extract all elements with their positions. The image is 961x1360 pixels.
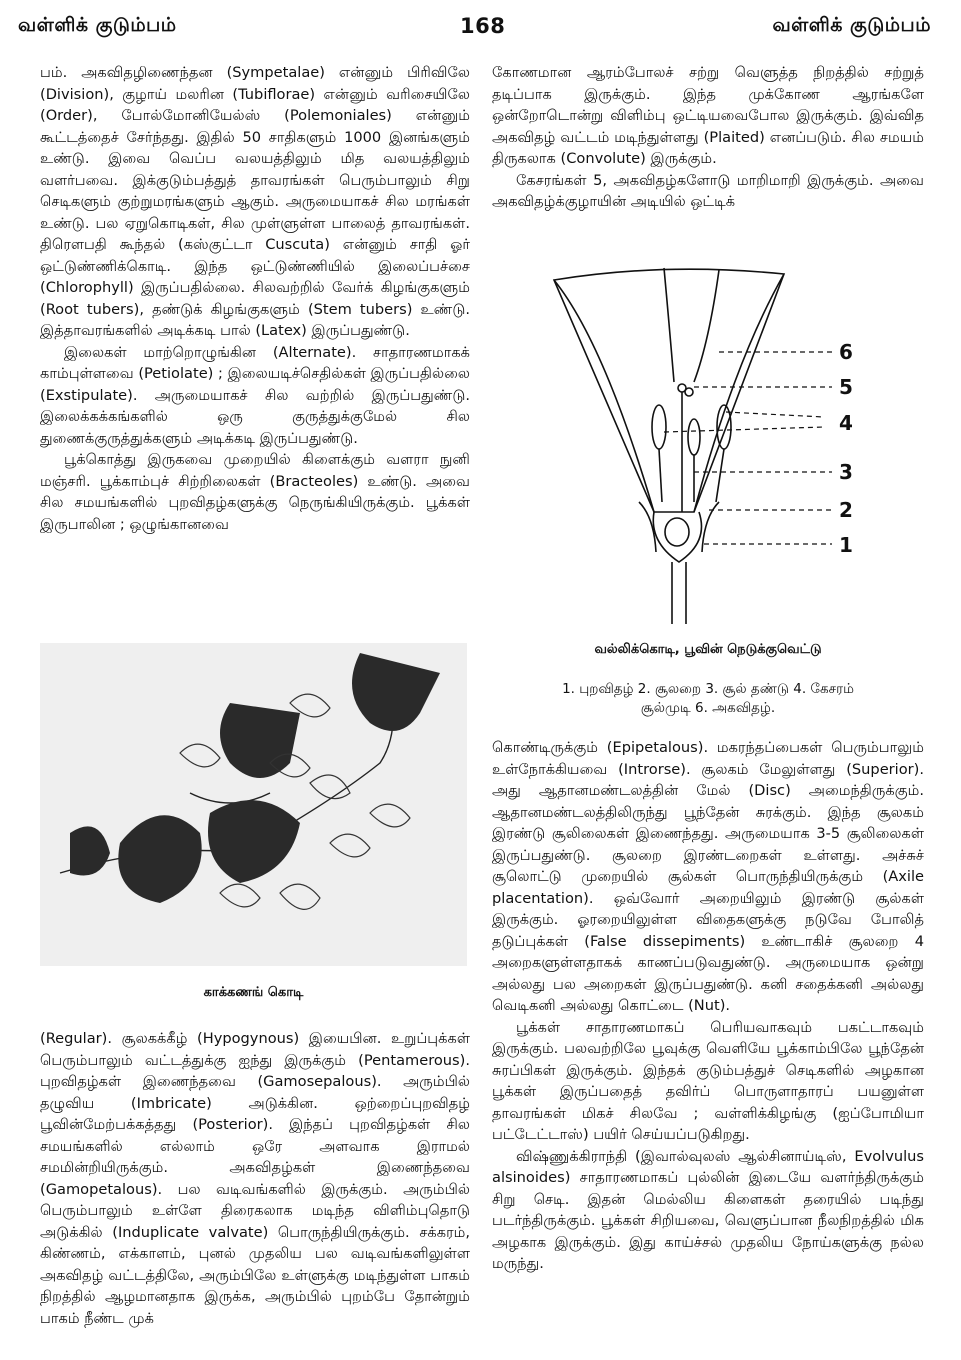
running-head-left: வள்ளிக் குடும்பம் — [18, 14, 177, 36]
label-6: 6 — [839, 340, 853, 364]
paragraph: பூக்கள் சாதாரணமாகப் பெரியவாகவும் பகட்டாகவும் இருக்கும். பலவற்றிலே பூவுக்கு வெளியே பூக்காம்பிலே பூந்தேன் சுரப்பிகள் இருக்கும். இந்தக் குடும்பத்துச் செடிகளில் அழகான பூக்கள் இருப்பதைத் தவிர்ப் பொருளாதாரப் பயனுள்ள தாவரங்கள் மிகச் சிலவே ; வள்ளிக்கிழங்கு (ஐப்போமியா பட்டேட்டாஸ்) பயிர் செய்யப்படுகிறது. — [492, 1018, 924, 1143]
paragraph: விஷ்ணுக்கிராந்தி (இவால்வுலஸ் ஆல்சினாய்டிஸ், Evolvulus alsinoides) சாதாரணமாகப் புல்லின் இடையே வளர்ந்திருக்கும் சிறு செடி. இதன் மெல்லிய கிளைகள் தரையில் படிந்து படர்ந்திருக்கும். பூக்கள் சிறியவை, வெளுப்பான நீலநிறத்தில் மிக அழகாக இருக்கும். இது காய்ச்சல் முதலிய நோய்களுக்கு நல்ல மருந்து. — [492, 1147, 924, 1272]
column-right-bottom — [492, 737, 924, 1275]
page-number: 168 — [460, 14, 506, 38]
figure-caption: வல்லிக்கொடி, பூவின் நெடுக்குவெட்டு — [594, 642, 822, 657]
paragraph: பூக்கொத்து இருகவை முறையில் கிளைக்கும் வளரா நுனி மஞ்சரி. பூக்காம்புச் சிற்றிலைகள் (Bracteoles) உண்டு. அவை சில சமயங்களில் புறவிதழ்களுக்கு நெருங்கியிருக்கும். பூக்கள் இருபாலின ; ஒழுங்கானவை — [40, 451, 470, 533]
paragraph: கொண்டிருக்கும் (Epipetalous). மகரந்தப்பைகள் பெரும்பாலும் உள்நோக்கியவை (Introrse). சூலகம் மேலுள்ளது (Superior). அது ஆதானமண்டலத்தின் மேல் (Disc) அமைந்திருக்கும். ஆதானமண்டலத்திலிருந்து பூந்தேன் சுரக்கும். இந்த சூலகம் இரண்டு சூலிலைகள் இணைந்தது. அருமையாக 3-5 சூலிலைகள் இருப்பதுண்டு. சூலறை இரண்டறைகள் உள்ளது. அச்சுச் சூலொட்டு முறையில் சூல்கள் பொருந்தியிருக்கும் (Axile placentation). ஒவ்வோர் அறையிலும் இரண்டு சூல்கள் இருக்கும். ஓரறையிலுள்ள விதைகளுக்கு நடுவே போலித் தடுப்புக்கள் (False dissepiments) உண்டாகிச் சூலறை 4 அறைகளுள்ளதாகக் காணப்படுவதுண்டு. அருமையாக ஒன்று அல்லது பல அறைகள் இருப்பதுண்டு. கனி சதைக்கனி அல்லது வெடிகனி அல்லது கொட்டை (Nut). — [492, 739, 924, 1014]
running-head-right: வள்ளிக் குடும்பம் — [772, 14, 931, 36]
paragraph: கேசரங்கள் 5, அகவிதழ்களோடு மாறிமாறி இருக்கும். அவை அகவிதழ்க்குழாயின் அடியில் ஒட்டிக் — [492, 171, 924, 210]
column-left-bottom — [40, 1028, 470, 1329]
label-5: 5 — [839, 375, 853, 399]
label-3: 3 — [839, 460, 853, 484]
label-2: 2 — [839, 498, 853, 522]
legend-line: சூல்முடி 6. அகவிதழ். — [640, 700, 776, 716]
paragraph: (Regular). சூலகக்கீழ் (Hypogynous) இயைபின. உறுப்புக்கள் பெரும்பாலும் வட்டத்துக்கு ஐந்து இருக்கும் (Pentamerous). புறவிதழ்கள் இணைந்தவை (Gamosepalous). அரும்பில் தழுவிய (Imbricate) அடுக்கின. ஒற்றைப்புறவிதழ் பூவின்மேற்பக்கத்தது (Posterior). இந்தப் புறவிதழ்கள் சில சமயங்களில் எல்லாம் ஒரே அளவாக இராமல் சமமின்றியிருக்கும். அகவிதழ்கள் இணைந்தவை (Gamopetalous). பல வடிவங்களில் இருக்கும். அரும்பில் பெரும்பாலும் உள்ளே திரைகலாக மடிந்த விளிம்புதொடு அடுக்கில் (Induplicate valvate) பொருந்தியிருக்கும். சக்கரம், கிண்ணம், எக்காளம், புனல் முதலிய பல வடிவங்களிலுள்ள அகவிதழ் வட்டத்திலே, அரும்பிலே உள்ளுக்கு மடிந்துள்ள பாகம் நிறத்தில் ஆழமானதாக இருக்க, அரும்பில் புறம்பே தோன்றும் பாகம் நீண்ட முக் — [40, 1030, 470, 1327]
column-right-top — [492, 62, 924, 213]
figure-legend — [492, 680, 924, 718]
column-left-top — [40, 62, 470, 535]
label-1: 1 — [839, 533, 853, 557]
flower-photo — [40, 643, 467, 966]
label-4: 4 — [839, 411, 853, 435]
legend-line: 1. புறவிதழ் 2. சூலறை 3. சூல் தண்டு 4. கேசரம் — [562, 681, 854, 697]
paragraph: கோணமான ஆரம்போலச் சற்று வெளுத்த நிறத்தில் சற்றுத் தடிப்பாக இருக்கும். இந்த முக்கோண ஆரங்களே ஒன்றோடொன்று விளிம்பு ஒட்டியவைபோல இருக்கும். இவ்வித அகவிதழ் வட்டம் மடிந்துள்ளது (Plaited) எனப்படும். சில சமயம் திருகலாக (Convolute) இருக்கும். — [492, 64, 924, 167]
flower-section-diagram — [544, 262, 874, 630]
paragraph: பம். அகவிதழிணைந்தன (Sympetalae) என்னும் பிரிவிலே (Division), குழாய் மலரின (Tubiflorae) என்னும் வரிசையிலே (Order), போல்மோனியேல்ஸ் (Polemoniales) என்னும் கூட்டத்தைச் சேர்ந்தது. இதில் 50 சாதிகளும் 1000 இனங்களும் உண்டு. இவை வெப்ப வலயத்திலும் மித வலயத்திலும் வளர்பவை. இக்குடும்பத்துத் தாவரங்கள் பெரும்பாலும் சிறு செடிகளும் குற்றுமரங்களும் ஆகும். அருமையாகச் சில மரங்கள் உண்டு. பல ஏறுகொடிகள், சில முள்ளுள்ள பாலைத் தாவரங்கள். திரௌபதி கூந்தல் (கஸ்குட்டா Cuscuta) என்னும் சாதி ஓர் ஒட்டுண்ணிக்கொடி. இந்த ஒட்டுண்ணியில் இலைப்பச்சை (Chlorophyll) இருப்பதில்லை. சிலவற்றில் வேர்க் கிழங்குகளும் (Root tubers), தண்டுக் கிழங்குகளும் (Stem tubers) உண்டு. இத்தாவரங்களில் அடிக்கடி பால் (Latex) இருப்பதுண்டு. — [40, 64, 470, 339]
photo-caption: காக்கணங் கொடி — [203, 985, 304, 1000]
morning-glory-illustration — [40, 643, 467, 966]
paragraph: இலைகள் மாற்றொழுங்கின (Alternate). சாதாரணமாகக் காம்புள்ளவை (Petiolate) ; இலையடிச்செதில்கள் இருப்பதில்லை (Exstipulate). அருமையாகச் சில வற்றில் இருப்பதுண்டு. இலைக்கக்கங்களில் ஒரு குருத்துக்குமேல் சில துணைக்குருத்துக்களும் அடிக்கடி இருப்பதுண்டு. — [40, 343, 470, 447]
